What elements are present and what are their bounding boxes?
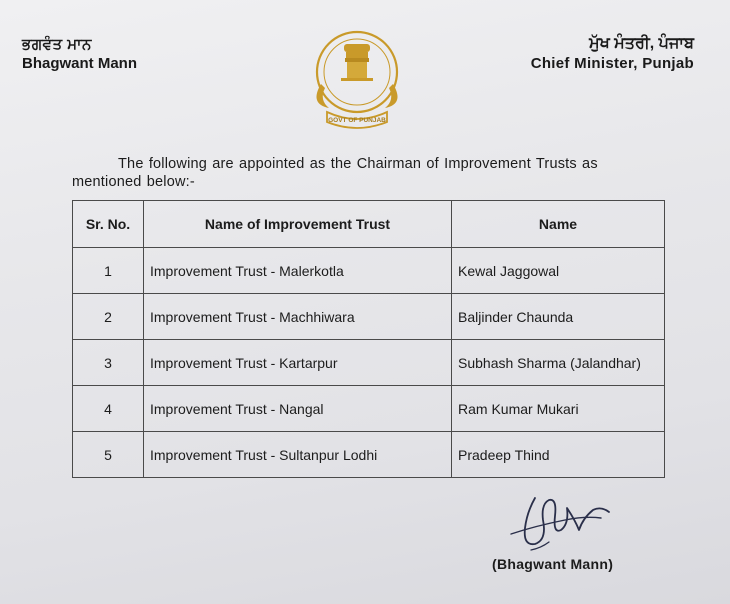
row-trust-name: Improvement Trust - Machhiwara xyxy=(144,294,452,340)
row-chairman-name: Subhash Sharma (Jalandhar) xyxy=(452,340,665,386)
intro-paragraph: The following are appointed as the Chairman of Improvement Trusts as mentioned below:- xyxy=(72,156,598,190)
header-sr-no: Sr. No. xyxy=(73,201,144,248)
row-trust-name: Improvement Trust - Malerkotla xyxy=(144,248,452,294)
row-sr-no: 4 xyxy=(73,386,144,432)
table-header-row xyxy=(73,201,665,248)
row-trust-name: Improvement Trust - Sultanpur Lodhi xyxy=(144,432,452,478)
row-chairman-name: Ram Kumar Mukari xyxy=(452,386,665,432)
emblem-lions-icon xyxy=(344,44,370,52)
row-chairman-name: Kewal Jaggowal xyxy=(452,248,665,294)
row-trust-name: Improvement Trust - Kartarpur xyxy=(144,340,452,386)
letterhead-punjabi-title: ਮੁੱਖ ਮੰਤਰੀ, ਪੰਜਾਬ xyxy=(589,35,694,52)
row-sr-no: 2 xyxy=(73,294,144,340)
row-chairman-name: Baljinder Chaunda xyxy=(452,294,665,340)
table-row xyxy=(73,432,665,478)
table-row xyxy=(73,248,665,294)
state-emblem-seal xyxy=(305,26,410,134)
row-sr-no: 3 xyxy=(73,340,144,386)
header-name: Name xyxy=(452,201,665,248)
letterhead-english-title: Chief Minister, Punjab xyxy=(530,55,694,72)
header-trust-name: Name of Improvement Trust xyxy=(144,201,452,248)
table-row xyxy=(73,294,665,340)
table-row xyxy=(73,340,665,386)
row-chairman-name: Pradeep Thind xyxy=(452,432,665,478)
row-trust-name: Improvement Trust - Nangal xyxy=(144,386,452,432)
row-sr-no: 1 xyxy=(73,248,144,294)
letterhead-english-name: Bhagwant Mann xyxy=(22,55,137,72)
signatory-name: (Bhagwant Mann) xyxy=(492,556,614,572)
emblem-ribbon-text: GOVT OF PUNJAB xyxy=(328,117,386,124)
appointments-table xyxy=(72,200,665,478)
row-sr-no: 5 xyxy=(73,432,144,478)
letterhead-punjabi-name: ਭਗਵੰਤ ਮਾਨ xyxy=(22,36,92,53)
handwritten-signature xyxy=(505,490,615,556)
letterhead-left xyxy=(22,36,137,74)
table-row xyxy=(73,386,665,432)
letterhead-right xyxy=(531,34,694,74)
